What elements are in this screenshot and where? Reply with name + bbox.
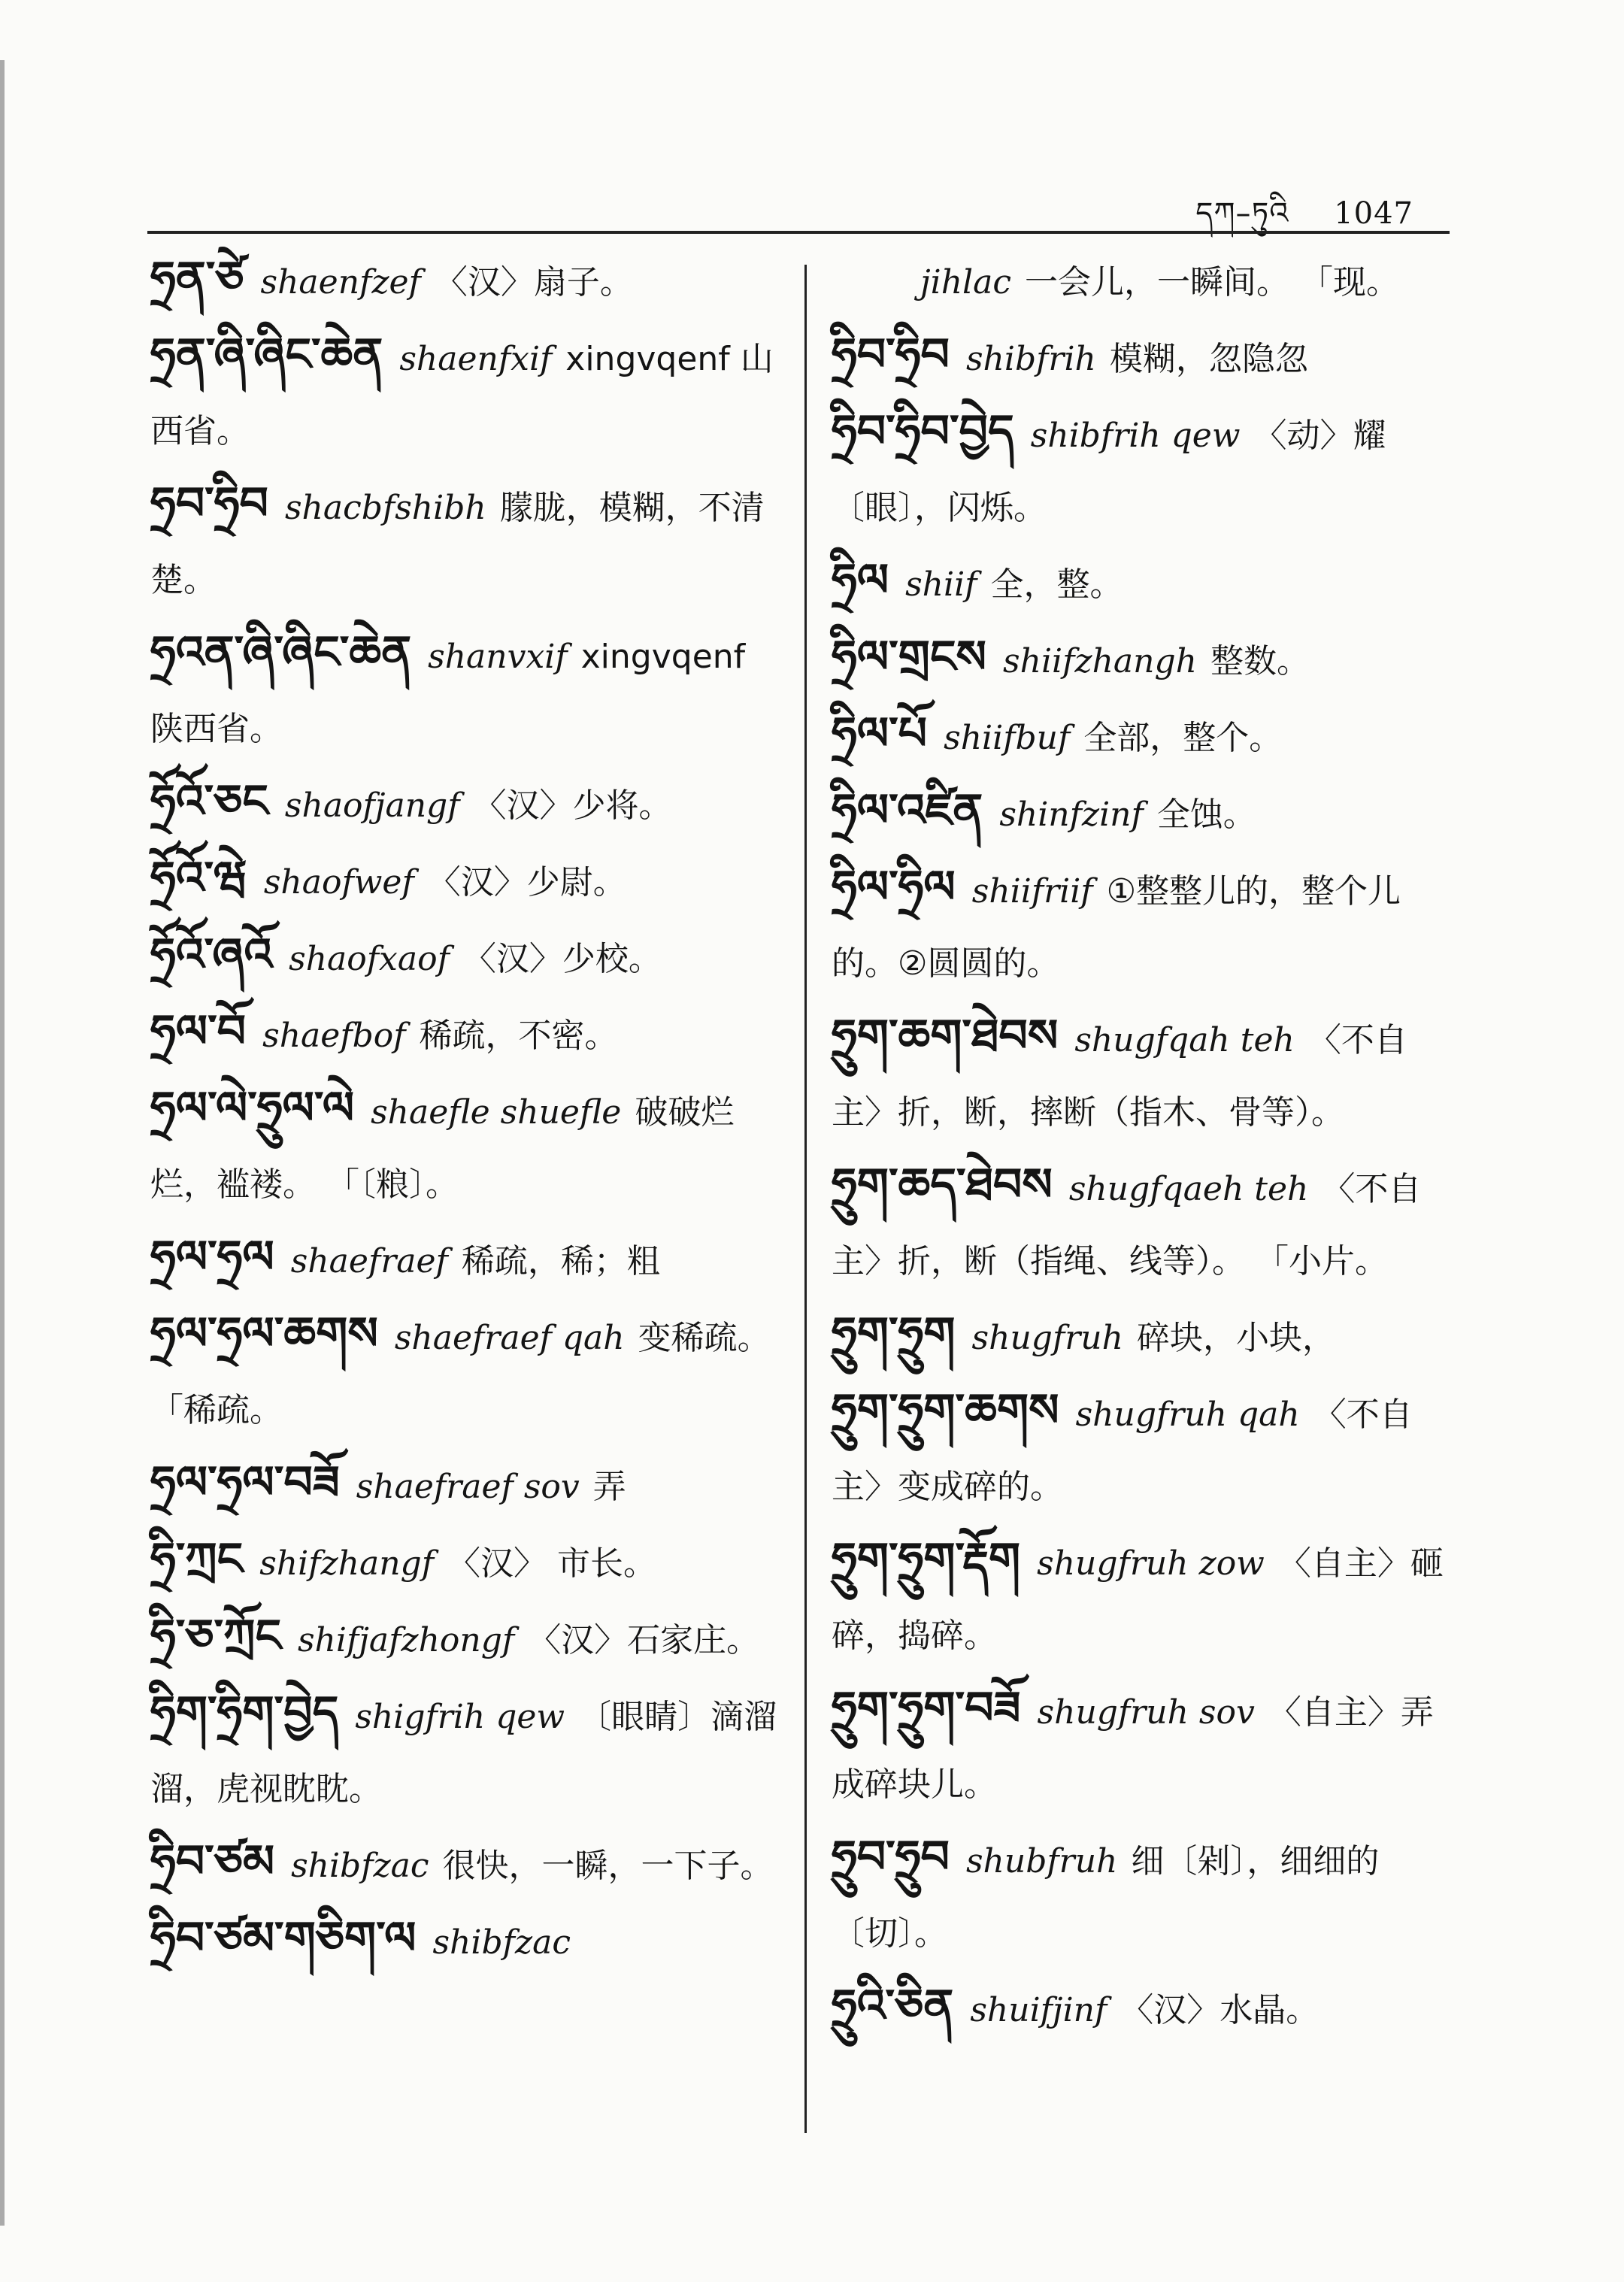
headword-tibetan: ཧྲལ་ལེ་ཧྲུལ་ལེ bbox=[150, 1082, 355, 1135]
definition: 〈汉〉 市长。 bbox=[447, 1544, 657, 1583]
definition: 〔眼睛〕滴溜溜，虎视眈眈。 bbox=[150, 1698, 777, 1808]
dictionary-entry bbox=[150, 1072, 783, 1221]
dictionary-entry bbox=[832, 1672, 1456, 1821]
romanization: shugfqah teh bbox=[1074, 1021, 1295, 1059]
definition: 全蚀。 bbox=[1156, 796, 1256, 834]
romanization: shiifriif bbox=[971, 872, 1093, 911]
romanization: shaefraef sov bbox=[356, 1468, 580, 1506]
dictionary-entry bbox=[832, 1821, 1456, 1970]
definition: 稀疏，不密。 bbox=[419, 1017, 618, 1055]
definition: 变稀疏。 「稀疏。 bbox=[150, 1319, 771, 1429]
dictionary-entry bbox=[150, 996, 783, 1072]
romanization: shibfzac bbox=[291, 1847, 429, 1885]
headword-tibetan: ཧྲིབ་ཙམ bbox=[150, 1835, 275, 1888]
dictionary-entry bbox=[832, 544, 1456, 621]
dictionary-entry bbox=[832, 1374, 1456, 1523]
headword-tibetan: ཧྲུག་ཆག་ཐེབས bbox=[832, 1010, 1059, 1062]
romanization: shaefraef bbox=[290, 1242, 448, 1280]
headword-tibetan: ཧྲིལ་པོ bbox=[832, 708, 928, 760]
romanization: shugfruh sov bbox=[1037, 1693, 1255, 1732]
romanization: shuifjinf bbox=[970, 1991, 1107, 2029]
dictionary-entry bbox=[832, 1149, 1456, 1298]
dictionary-entry bbox=[832, 698, 1456, 774]
definition: 〈自主〉弄成碎块儿。 bbox=[832, 1693, 1434, 1804]
definition: 一会儿，一瞬间。 「现。 bbox=[1025, 263, 1399, 302]
headword-tibetan: ཧྲིབ་ཙམ་གཅིག་ལ bbox=[150, 1912, 417, 1965]
headword-tibetan: ཧྲལ་བོ bbox=[150, 1005, 247, 1058]
headword-tibetan: ཧྲུག་ཧྲུག bbox=[832, 1308, 956, 1360]
headword-tibetan: ཧྲོའོ་ཅང bbox=[150, 775, 268, 828]
dictionary-entry bbox=[832, 621, 1456, 698]
definition: 〈汉〉少校。 bbox=[462, 940, 662, 978]
dictionary-entry bbox=[150, 1298, 783, 1447]
definition: 〈不自主〉变成碎的。 bbox=[832, 1396, 1413, 1506]
page-number: 1047 bbox=[1334, 196, 1413, 231]
dictionary-entry bbox=[832, 1523, 1456, 1672]
headword-tibetan: ཧྲའན་ཞི་ཞིང་ཆེན bbox=[150, 626, 412, 679]
dictionary-entry bbox=[832, 1970, 1456, 2047]
dictionary-entry bbox=[150, 1523, 783, 1600]
headword-tibetan: ཧྲིལ་ཧྲིལ bbox=[832, 861, 956, 914]
dictionary-entry bbox=[150, 1600, 783, 1677]
romanization: shaenfzef bbox=[260, 263, 421, 302]
romanization: shiifzhangh bbox=[1003, 642, 1197, 680]
definition: 〈汉〉少将。 bbox=[473, 786, 672, 825]
romanization: shubfruh bbox=[965, 1842, 1118, 1880]
headword-tibetan: ཧྲོའོ་ཝེ bbox=[150, 852, 247, 905]
scan-edge-mark bbox=[0, 60, 5, 2226]
definition: 〈动〉耀〔眼〕，闪烁。 bbox=[832, 417, 1386, 527]
romanization: shacbfshibh bbox=[284, 489, 486, 527]
dictionary-entry bbox=[150, 919, 783, 996]
romanization: shifjafzhongf bbox=[297, 1621, 515, 1659]
headword-tibetan: ཧྲིབ་ཧྲིབ་བྱེད bbox=[832, 405, 1014, 458]
dictionary-entry bbox=[150, 842, 783, 919]
headword-tibetan: ཧྲི་ཅ་ཀྲོང bbox=[150, 1610, 281, 1662]
headword-tibetan: ཧྲུབ་ཧྲུབ bbox=[832, 1831, 950, 1883]
romanization: shigfrih qew bbox=[355, 1698, 565, 1736]
headword-tibetan: ཧྲི་ཀྲང bbox=[150, 1533, 244, 1586]
dictionary-entry bbox=[150, 468, 783, 617]
headword-tibetan: ཧྲོའོ་ཞའོ bbox=[150, 929, 273, 981]
definition: 稀疏，稀；粗 bbox=[461, 1242, 660, 1280]
romanization: shaofxaof bbox=[289, 940, 450, 978]
definition: 弄 bbox=[592, 1468, 626, 1506]
definition: 〈不自主〉折，断（指绳、线等）。 「小片。 bbox=[832, 1170, 1422, 1280]
romanization: shugfruh bbox=[971, 1319, 1123, 1357]
dictionary-entry bbox=[832, 851, 1456, 1000]
romanization: shugfruh qah bbox=[1075, 1396, 1300, 1434]
definition: 细〔剁〕，细细的〔切〕。 bbox=[832, 1842, 1380, 1953]
column-divider bbox=[804, 265, 807, 2133]
dictionary-entry bbox=[150, 1447, 783, 1523]
definition: 〈汉〉少尉。 bbox=[427, 863, 626, 902]
definition: 〈不自主〉折，断，摔断（指木、骨等）。 bbox=[832, 1021, 1407, 1132]
romanization: shaenfxif bbox=[399, 340, 553, 378]
headword-tibetan: ཧྲིབ་ཧྲིབ bbox=[832, 329, 950, 381]
headword-tibetan: ཧྲུའི་ཅིན bbox=[832, 1980, 954, 2032]
headword-tibetan: ཧྲིལ bbox=[832, 554, 889, 607]
headword-tibetan: ཧྲལ་ཧྲལ bbox=[150, 1231, 274, 1283]
romanization: shibfrih bbox=[965, 340, 1096, 378]
romanization: shugfqaeh teh bbox=[1068, 1170, 1309, 1208]
definition: 全部，整个。 bbox=[1083, 719, 1283, 757]
header-rule bbox=[147, 231, 1450, 234]
romanization: shaefbof bbox=[262, 1017, 406, 1055]
dictionary-entry bbox=[150, 1677, 783, 1826]
romanization: shibfrih qew bbox=[1030, 417, 1241, 455]
definition: ①整整儿的，整个儿的。②圆圆的。 bbox=[832, 872, 1401, 983]
headword-tibetan: ཧྲུག་ཧྲུག་རྡོག bbox=[832, 1533, 1021, 1586]
dictionary-entry bbox=[150, 617, 783, 765]
romanization: shanvxif bbox=[428, 638, 568, 676]
left-column bbox=[150, 242, 783, 1979]
dictionary-entry bbox=[150, 242, 783, 319]
dictionary-entry bbox=[832, 319, 1456, 395]
dictionary-entry bbox=[832, 1000, 1456, 1149]
right-column bbox=[832, 242, 1456, 2047]
headword-tibetan: ཧྲལ་ཧྲལ་བཟོ bbox=[150, 1456, 340, 1509]
romanization: shaofwef bbox=[263, 863, 414, 902]
dictionary-entry bbox=[832, 1298, 1456, 1374]
dictionary-entry bbox=[832, 395, 1456, 544]
definition: 整数。 bbox=[1210, 642, 1310, 680]
headword-tibetan: ཧྲིལ་འཛིན bbox=[832, 784, 983, 837]
header-range: དཀ–ཏུའི bbox=[1195, 196, 1289, 231]
dictionary-entry bbox=[832, 242, 1456, 319]
headword-tibetan: ཧྲིག་ཧྲིག་བྱེད bbox=[150, 1686, 339, 1739]
definition: 〈汉〉石家庄。 bbox=[528, 1621, 760, 1659]
headword-tibetan: ཧྲན་ཙེ bbox=[150, 252, 244, 305]
headword-tibetan: ཧྲན་ཞི་ཞིང་ཆེན bbox=[150, 329, 383, 381]
headword-tibetan: ཧྲུག་ཆད་ཐེབས bbox=[832, 1159, 1053, 1211]
romanization: shaefraef qah bbox=[394, 1319, 625, 1357]
romanization: shugfruh zow bbox=[1037, 1544, 1265, 1583]
romanization: shaefle shuefle bbox=[371, 1093, 622, 1132]
definition: 朦胧，模糊，不清楚。 bbox=[150, 489, 765, 599]
definition: 模糊，忽隐忽 bbox=[1109, 340, 1308, 378]
headword-tibetan: ཧྲུག་ཧྲུག་བཟོ bbox=[832, 1682, 1021, 1735]
dictionary-entry bbox=[150, 1902, 783, 1979]
romanization: shiifbuf bbox=[944, 719, 1071, 757]
romanization: jihlac bbox=[920, 263, 1011, 302]
headword-tibetan: ཧྲལ་ཧྲལ་ཆགས bbox=[150, 1308, 378, 1360]
definition: 全，整。 bbox=[990, 565, 1123, 604]
romanization: shinfzinf bbox=[999, 796, 1144, 834]
definition: 〈汉〉水晶。 bbox=[1120, 1991, 1320, 2029]
definition: 很快，一瞬，一下子。 bbox=[442, 1847, 774, 1885]
headword-tibetan: ཧྲིལ་གྲངས bbox=[832, 631, 987, 683]
romanization: shiif bbox=[905, 565, 977, 604]
dictionary-entry bbox=[150, 1221, 783, 1298]
dictionary-entry bbox=[150, 319, 783, 468]
romanization: shaofjangf bbox=[284, 786, 460, 825]
definition: xingvqenf 山西省。 bbox=[150, 340, 774, 450]
dictionary-entry bbox=[150, 765, 783, 842]
romanization: shifzhangf bbox=[259, 1544, 435, 1583]
definition: xingvqenf 陕西省。 bbox=[150, 638, 746, 748]
headword-tibetan: ཧྲབ་ཧྲིབ bbox=[150, 477, 268, 530]
dictionary-entry bbox=[150, 1826, 783, 1902]
definition: 碎块，小块， bbox=[1136, 1319, 1335, 1357]
definition: 〈汉〉扇子。 bbox=[434, 263, 633, 302]
headword-tibetan: ཧྲུག་ཧྲུག་ཆགས bbox=[832, 1384, 1059, 1437]
romanization: shibfzac bbox=[432, 1923, 571, 1962]
definition: 破破烂烂，褴褛。 「〔粮〕。 bbox=[150, 1093, 735, 1204]
definition: 〈自主〉砸碎，捣碎。 bbox=[832, 1544, 1444, 1655]
dictionary-entry bbox=[832, 774, 1456, 851]
